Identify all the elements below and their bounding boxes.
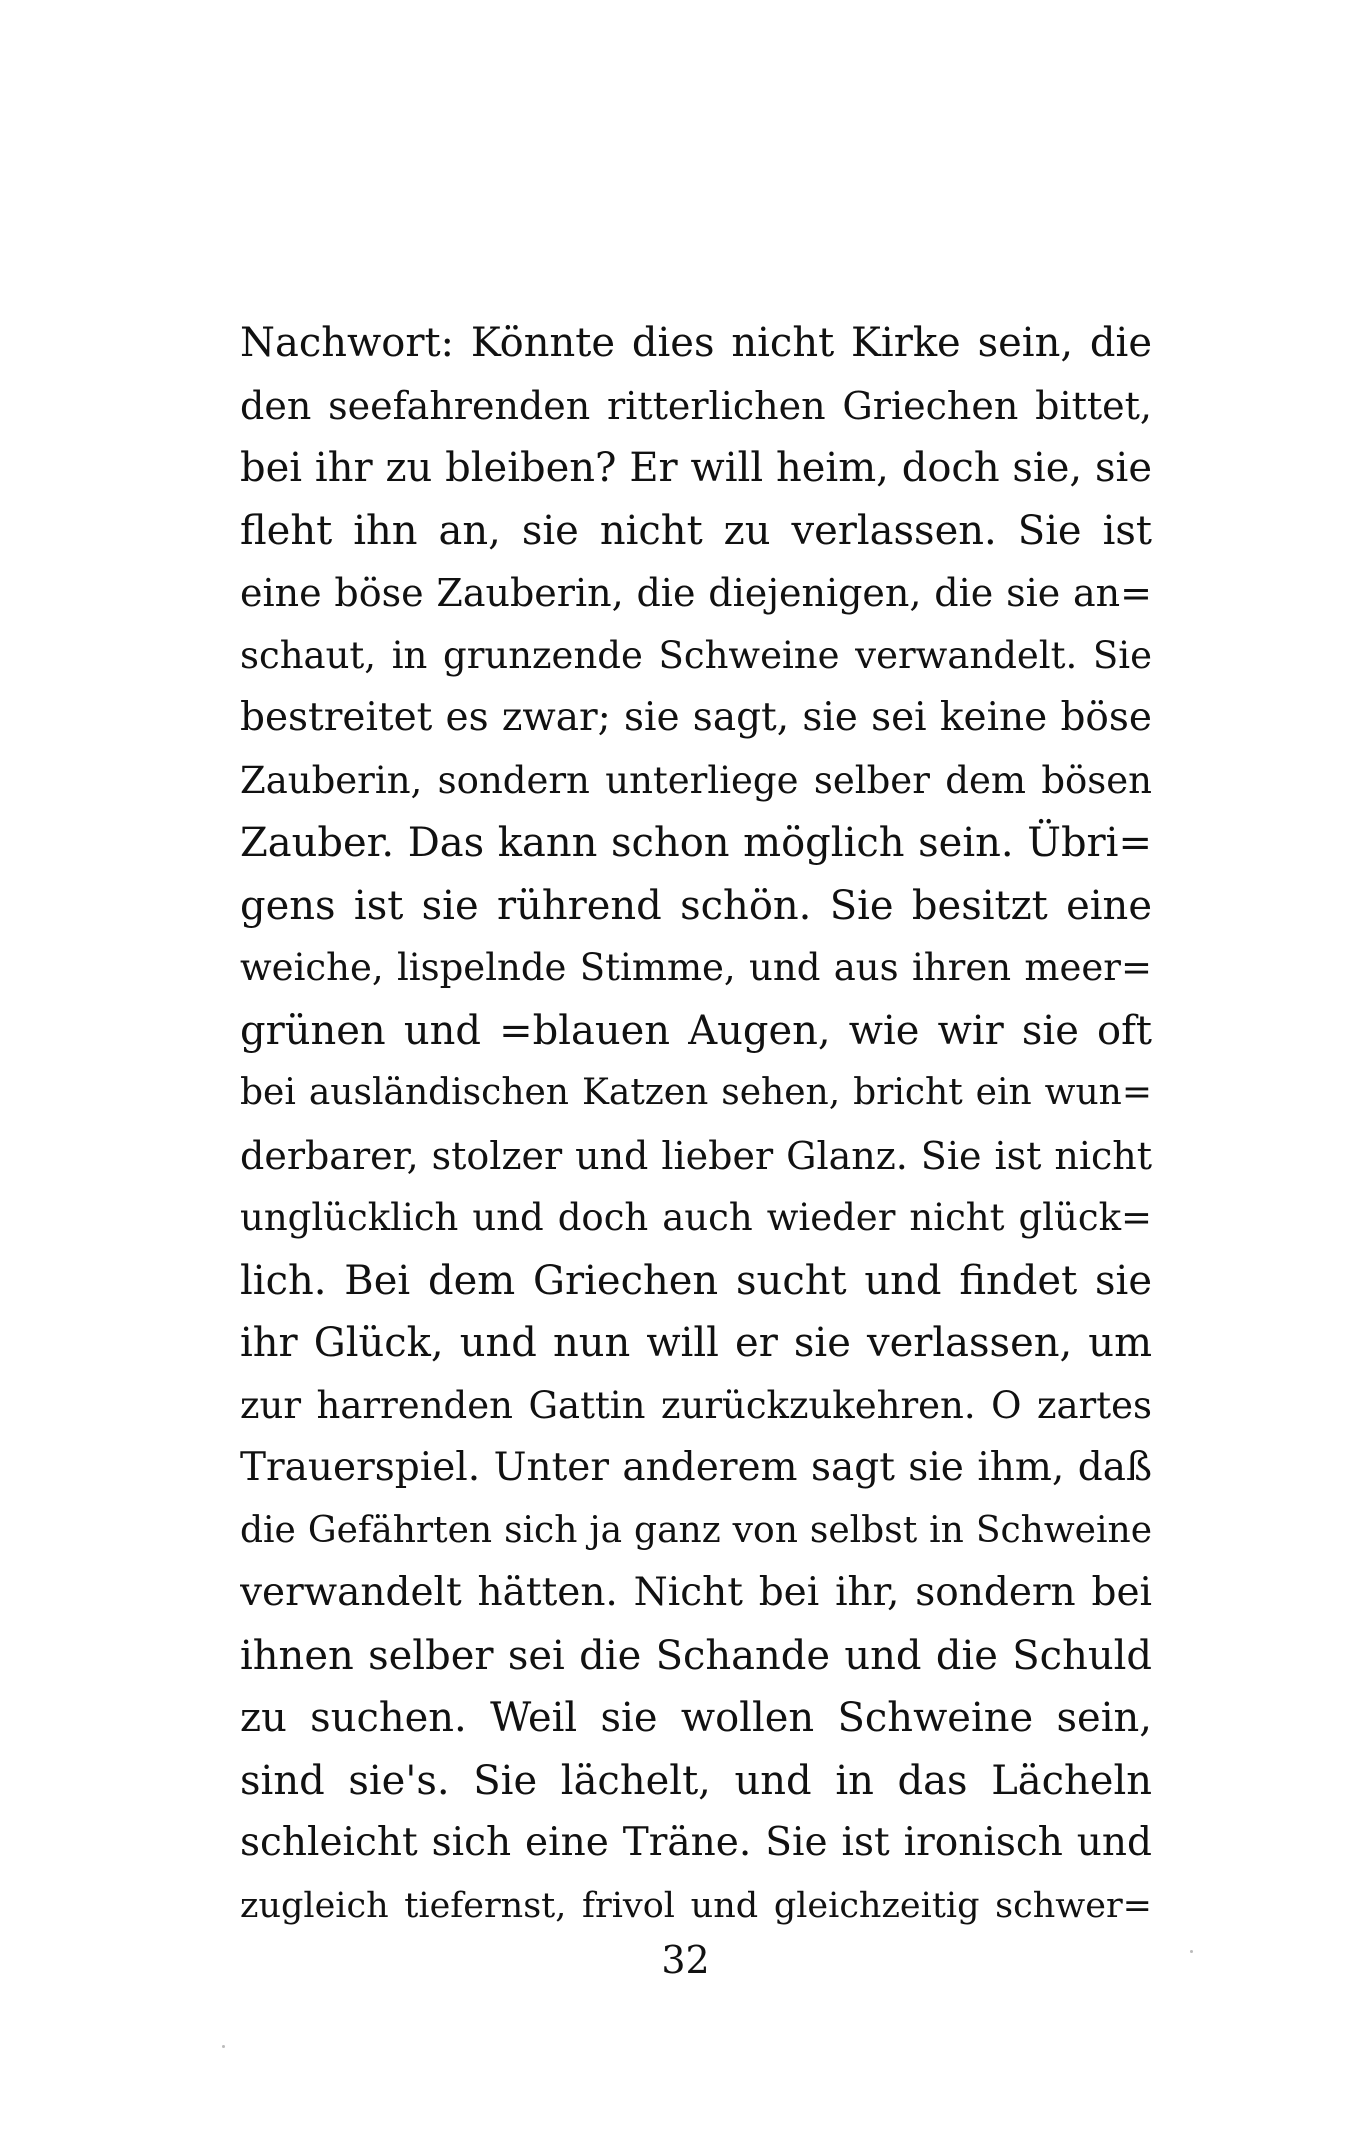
- text-line-15: unglücklich und doch auch wieder nicht glück=: [240, 1196, 1152, 1239]
- text-line-26: zugleich tiefernst, frivol und gleichzeitig schwer=: [240, 1885, 1152, 1926]
- body-text: [240, 312, 1152, 1937]
- text-line-16: lich. Bei dem Griechen sucht und findet sie: [240, 1257, 1152, 1304]
- text-line-3: bei ihr zu bleiben? Er will heim, doch sie, sie: [240, 445, 1152, 491]
- text-line-20: die Gefährten sich ja ganz von selbst in Schweine: [240, 1509, 1152, 1551]
- text-line-11: weiche, lispelnde Stimme, und aus ihren meer=: [240, 946, 1152, 989]
- paper-speck: [222, 2045, 225, 2048]
- text-line-14: derbarer, stolzer und lieber Glanz. Sie ist nicht: [240, 1133, 1152, 1178]
- paper-speck: [1190, 1950, 1193, 1953]
- text-line-23: zu suchen. Weil sie wollen Schweine sein,: [240, 1695, 1152, 1741]
- text-line-17: ihr Glück, und nun will er sie verlassen, um: [240, 1320, 1152, 1366]
- text-line-21: verwandelt hätten. Nicht bei ihr, sondern bei: [240, 1570, 1152, 1615]
- text-line-19: Trauerspiel. Unter anderem sagt sie ihm, daß: [240, 1445, 1152, 1490]
- page-number: 32: [661, 1938, 710, 1982]
- text-line-5: eine böse Zauberin, die diejenigen, die sie an=: [240, 571, 1152, 615]
- text-line-8: Zauberin, sondern unterliege selber dem bösen: [240, 758, 1152, 802]
- text-line-10: gens ist sie rührend schön. Sie besitzt eine: [240, 882, 1152, 929]
- text-line-24: sind sie's. Sie lächelt, und in das Lächeln: [240, 1757, 1152, 1804]
- text-line-13: bei ausländischen Katzen sehen, bricht ein wun=: [240, 1072, 1152, 1113]
- text-line-4: fleht ihn an, sie nicht zu verlassen. Sie ist: [240, 507, 1152, 554]
- text-line-1: Nachwort: Könnte dies nicht Kirke sein, die: [240, 320, 1152, 366]
- text-line-7: bestreitet es zwar; sie sagt, sie sei keine böse: [240, 695, 1152, 740]
- text-line-6: schaut, in grunzende Schweine verwandelt. Sie: [240, 633, 1152, 677]
- text-line-12: grünen und =blauen Augen, wie wir sie oft: [240, 1007, 1152, 1054]
- text-line-18: zur harrenden Gattin zurückzukehren. O zartes: [240, 1383, 1152, 1427]
- text-line-9: Zauber. Das kann schon möglich sein. Übri=: [240, 820, 1152, 866]
- text-line-25: schleicht sich eine Träne. Sie ist ironisch und: [240, 1820, 1152, 1865]
- text-line-22: ihnen selber sei die Schande und die Schuld: [240, 1632, 1152, 1679]
- text-line-2: den seefahrenden ritterlichen Griechen bittet,: [240, 383, 1152, 428]
